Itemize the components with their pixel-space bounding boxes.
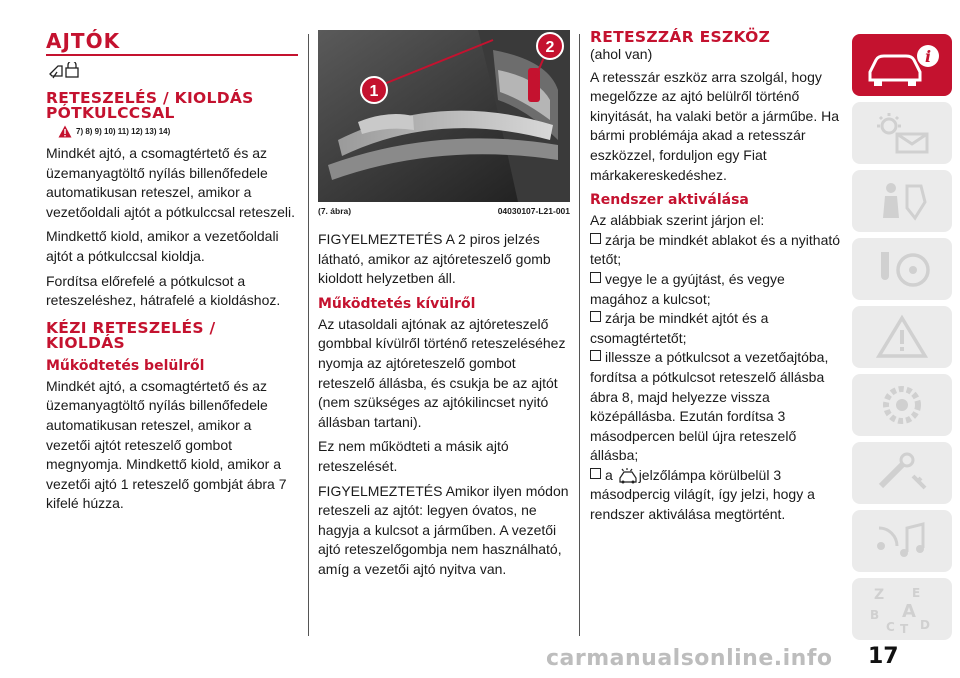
media-icon	[867, 518, 937, 564]
bullet-box-icon	[590, 468, 601, 479]
tab-starting[interactable]	[852, 238, 952, 300]
paragraph: Mindkét ajtó, a csomagtértető és az üzemanyagtöltő nyílás billenőfedele automatikusan reteszel, amikor a vezetőoldali ajtót a pótkulccsal reteszeli.	[46, 145, 296, 220]
svg-text:Z: Z	[874, 587, 885, 603]
chapter-rule	[46, 54, 298, 56]
door-lock-icon	[48, 62, 298, 85]
svg-text:T: T	[900, 622, 909, 635]
key-icon	[867, 450, 937, 496]
tab-safety[interactable]	[852, 170, 952, 232]
caption-label: (7. ábra)	[318, 206, 352, 216]
list-item: vegye le a gyújtást, és vegye magához a kulcsot;	[590, 270, 785, 307]
heading-outside-operation: Működtetés kívülről	[318, 295, 476, 312]
list-item: zárja be mindkét ablakot és a nyitható tetőt;	[590, 231, 841, 268]
bullet-box-icon	[590, 233, 601, 244]
watermark: carmanualsonline.info	[546, 646, 833, 671]
tab-index[interactable]	[852, 578, 952, 640]
heading-deadlock: RETESZZÁR ESZKÖZ	[590, 28, 771, 46]
dashboard-icon	[867, 110, 937, 156]
list-item: zárja be mindkét ajtót és a csomagtértetőt;	[590, 310, 769, 346]
paragraph: Ez nem működteti a másik ajtó reteszelését.	[318, 438, 509, 474]
tab-maintenance[interactable]	[852, 442, 952, 504]
bullet-box-icon	[590, 350, 601, 361]
warning-references: 7) 8) 9) 10) 11) 12) 13) 14)	[76, 127, 171, 136]
door-lock-photo	[318, 30, 570, 202]
svg-text:E: E	[912, 586, 921, 600]
subtitle: (ahol van)	[590, 46, 653, 62]
paragraph: A retesszár eszköz arra szolgál, hogy megelőzze az ajtó belülről történő kinyitását, ha valaki betör a járműbe. Ha bármi problémája akad a retesszár eszközzel, forduljon egy Fiat márkakereskedéshez.	[590, 68, 840, 183]
wrench-icon	[867, 382, 937, 428]
car-info-icon	[862, 42, 942, 88]
list-item: a jelzőlámpa körülbelül 3 másodpercig világít, így jelzi, hogy a rendszer aktiválása megtörtént.	[590, 466, 815, 523]
steering-icon	[867, 246, 937, 292]
bullet-box-icon	[590, 311, 601, 322]
svg-text:i: i	[924, 47, 932, 66]
callout-2: 2	[545, 39, 555, 56]
heading-activate: Rendszer aktiválása	[590, 192, 749, 209]
warning-icon	[58, 125, 72, 138]
paragraph: Az alábbiak szerint járjon el:	[590, 212, 765, 229]
chapter-title: AJTÓK	[46, 29, 121, 53]
heading-inside-operation: Működtetés belülről	[46, 357, 205, 374]
paragraph: Mindkét ajtó, a csomagtértető és az üzemanyagtöltő nyílás billenőfedele automatikusan reteszel, amikor a vezetői ajtót reteszelő gombot megnyomja. Mindkettő kiold, amikor a vezetői ajtó 1 reteszelő gombját ábra 7 kifelé húzza.	[46, 377, 287, 512]
paragraph: FIGYELMEZTETÉS Amikor ilyen módon reteszeli az ajtót: legyen óvatos, ne hagyja a kulcsot a járműben. A vezetői ajtó reteszelőgombja nem használható, amíg a vezetői ajtó nyitva van.	[318, 482, 569, 577]
tab-media[interactable]	[852, 510, 952, 572]
tab-warning-lights[interactable]	[852, 306, 952, 368]
svg-text:C: C	[886, 620, 895, 634]
list-item: illessze a pótkulcsot a vezetőajtóba, fordítsa a pótkulcsot reteszelő állásba ábra 8, majd helyezze vissza középállásba. Ezután fordítsa 3 másodpercen belül újra reteszelő állásba;	[590, 349, 829, 464]
seatbelt-icon	[867, 178, 937, 224]
paragraph: Mindkettő kiold, amikor a vezetőoldali ajtót a pótkulccsal kioldja.	[46, 228, 279, 264]
warning-light-icon	[867, 314, 937, 360]
tab-car-info[interactable]	[852, 34, 952, 96]
heading-lock-spare-key: RETESZELÉS / KIOLDÁS PÓTKULCCSAL	[46, 89, 254, 122]
caption-code: 04030107-L21-001	[497, 206, 570, 216]
heading-manual-lock: KÉZI RETESZELÉS / KIOLDÁS	[46, 318, 216, 352]
column-2	[318, 30, 570, 585]
paragraph: Az utasoldali ajtónak az ajtóreteszelő gombbal kívülről történő reteszeléséhez nyomja az ajtóreteszelő gombot reteszelő állásba, és csukja be az ajtót (nem szükséges az ajtókilincset nyitó állásban tartani).	[318, 315, 566, 430]
column-divider-2	[579, 34, 580, 636]
svg-text:B: B	[870, 608, 880, 622]
bullet-box-icon	[590, 272, 601, 283]
svg-text:D: D	[920, 618, 930, 632]
column-3	[590, 30, 842, 525]
security-lamp-icon	[617, 467, 639, 484]
tab-dashboard[interactable]	[852, 102, 952, 164]
column-divider-1	[308, 34, 309, 636]
svg-text:A: A	[902, 601, 916, 622]
warning-refs-row	[58, 125, 298, 138]
chapter-tabs	[852, 34, 952, 646]
paragraph: FIGYELMEZTETÉS A 2 piros jelzés látható, amikor az ajtóreteszelő gomb kioldott helyzetben áll.	[318, 231, 551, 287]
tab-emergency[interactable]	[852, 374, 952, 436]
column-1	[46, 30, 298, 519]
callout-1: 1	[369, 83, 379, 100]
index-icon	[862, 583, 942, 635]
figure-caption	[318, 206, 570, 216]
page-number: 17	[868, 644, 899, 669]
paragraph: Fordítsa előrefelé a pótkulcsot a reteszeléshez, hátrafelé a kioldáshoz.	[46, 272, 281, 309]
